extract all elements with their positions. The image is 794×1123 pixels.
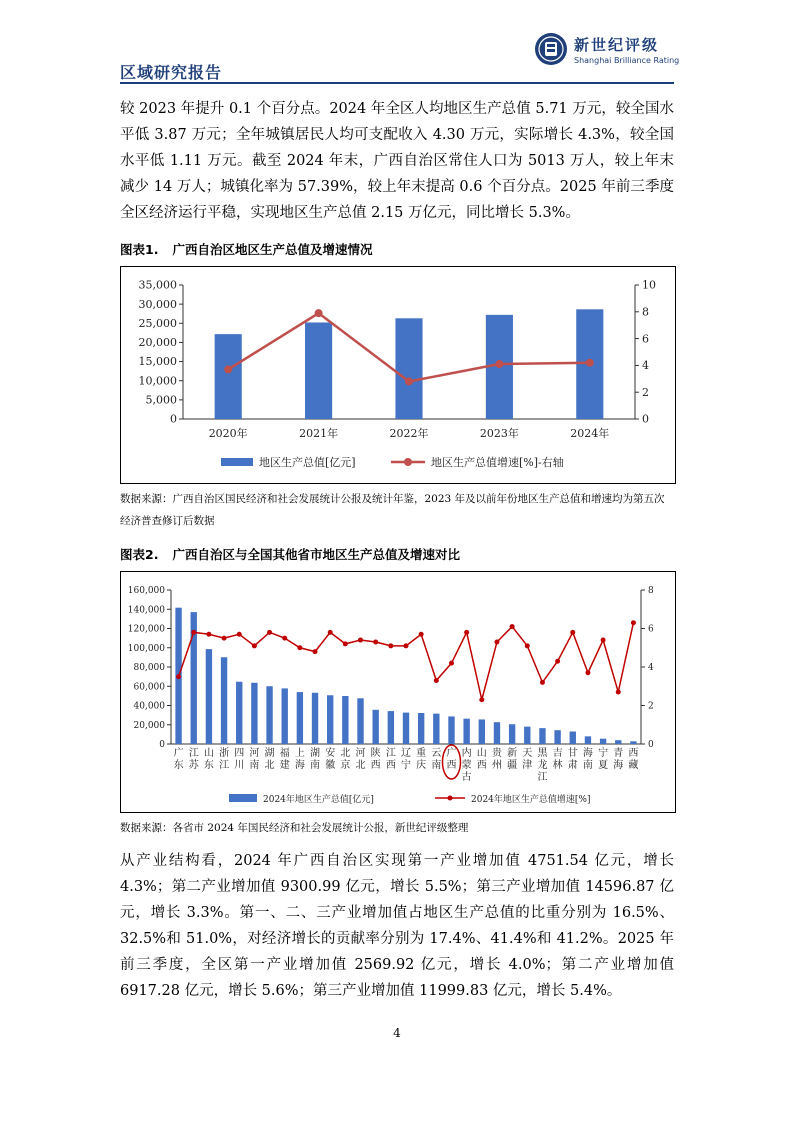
- x-tick-label-云南: [431, 747, 441, 771]
- x-tick-char: 天: [522, 748, 533, 759]
- x-tick-label-陕西: [371, 746, 381, 771]
- x-tick-label-重庆: [416, 746, 426, 771]
- bar-北京: [342, 696, 348, 744]
- growth-point-江西: [388, 643, 393, 648]
- growth-point-安徽: [328, 630, 333, 635]
- x-tick-char: 山: [476, 748, 487, 759]
- x-tick-label-四川: [234, 747, 244, 771]
- x-tick-char: 藏: [628, 760, 639, 771]
- growth-point-天津: [525, 643, 530, 648]
- x-tick-label-广东: [174, 746, 184, 771]
- x-tick-char: 江: [385, 748, 396, 759]
- x-tick-char: 河: [355, 748, 366, 759]
- x-tick-label-浙江: [219, 746, 229, 771]
- growth-line: [179, 623, 634, 700]
- figure2-chart-frame: [120, 571, 676, 813]
- growth-point-上海: [297, 645, 302, 650]
- left-axis-tick-label: 20,000: [138, 336, 177, 350]
- x-tick-char: 福: [279, 748, 290, 759]
- bar-内蒙古: [463, 719, 469, 744]
- x-tick-label-湖北: [265, 746, 275, 771]
- x-tick-char: 肃: [567, 760, 578, 771]
- growth-point-重庆: [419, 632, 424, 637]
- x-tick-char: 北: [264, 760, 275, 771]
- x-tick-char: 南: [431, 760, 442, 771]
- left-axis-tick-label: 60,000: [133, 682, 165, 693]
- x-tick-char: 吉: [552, 748, 563, 759]
- figure2-chart: [121, 572, 675, 812]
- growth-point-海南: [585, 670, 590, 675]
- x-tick-char: 州: [491, 760, 502, 771]
- x-tick-label-甘肃: [568, 746, 578, 771]
- right-axis-tick-label: 0: [642, 412, 649, 426]
- bar-山东: [206, 649, 212, 744]
- right-axis-tick-label: 2: [642, 385, 649, 399]
- x-tick-label-广西: [446, 746, 456, 771]
- x-tick-label-新疆: [507, 747, 517, 771]
- x-tick-char: 京: [340, 760, 351, 771]
- x-tick-label-山东: [204, 746, 214, 771]
- growth-point-山西: [479, 697, 484, 702]
- logo-name-cn: 新世纪评级: [574, 36, 660, 54]
- x-tick-label-北京: [340, 747, 350, 771]
- growth-point-2020年: [224, 365, 232, 373]
- left-axis-tick-label: 0: [170, 412, 177, 426]
- x-tick-char: 陕: [370, 748, 381, 759]
- growth-point-北京: [343, 641, 348, 646]
- growth-point-2021年: [315, 309, 323, 317]
- x-tick-char: 古: [461, 772, 472, 783]
- x-tick-char: 海: [613, 760, 624, 771]
- bar-西藏: [630, 741, 636, 744]
- x-tick-char: 东: [173, 760, 184, 771]
- right-axis-tick-label: 0: [648, 740, 654, 750]
- right-axis-tick-label: 6: [648, 624, 654, 635]
- x-tick-char: 湖: [264, 748, 275, 759]
- left-axis-tick-label: 160,000: [127, 586, 165, 596]
- growth-point-2023年: [495, 360, 503, 368]
- bar-江西: [388, 711, 394, 744]
- x-tick-label-山西: [477, 746, 487, 771]
- figure2-number: 图表2.: [120, 547, 159, 562]
- figure1-source: 数据来源：广西自治区国民经济和社会发展统计公报及统计年鉴，2023 年及以前年份地区生产总值和增速均为第五次经济普查修订后数据: [120, 493, 665, 527]
- bar-河北: [357, 698, 363, 744]
- x-tick-char: 海: [294, 760, 305, 771]
- x-tick-label-河北: [356, 747, 366, 771]
- x-tick-char: 建: [279, 760, 290, 771]
- legend-line-marker: [404, 458, 412, 466]
- x-tick-label: 2024年: [570, 427, 610, 440]
- figure1-title: 广西自治区地区生产总值及增速情况: [172, 242, 373, 257]
- growth-point-2024年: [586, 359, 594, 367]
- growth-point-黑龙江: [540, 680, 545, 685]
- growth-point-宁夏: [601, 638, 606, 643]
- legend-bar-label: 地区生产总值[亿元]: [259, 456, 356, 469]
- bar-贵州: [494, 722, 500, 744]
- x-tick-char: 内: [461, 748, 472, 759]
- figure2-title: 广西自治区与全国其他省市地区生产总值及增速对比: [172, 547, 460, 562]
- x-tick-char: 河: [249, 748, 260, 759]
- bar-天津: [524, 727, 530, 744]
- page-number: 4: [393, 1026, 401, 1040]
- bar-辽宁: [403, 713, 409, 744]
- header-divider: [120, 82, 674, 84]
- figure1-caption: [120, 240, 372, 258]
- x-tick-char: 疆: [507, 760, 518, 771]
- left-axis-tick-label: 0: [159, 740, 165, 750]
- x-tick-char: 上: [294, 748, 305, 759]
- bar-黑龙江: [539, 728, 545, 744]
- x-tick-char: 广: [446, 748, 457, 759]
- growth-point-河北: [358, 638, 363, 643]
- growth-point-河南: [252, 643, 257, 648]
- x-tick-char: 浙: [219, 748, 230, 759]
- x-tick-char: 甘: [567, 748, 578, 759]
- x-tick-label-辽宁: [401, 747, 411, 771]
- x-tick-char: 海: [582, 748, 593, 759]
- x-tick-char: 南: [310, 760, 321, 771]
- bar-2021年: [305, 322, 332, 419]
- x-tick-label-吉林: [553, 746, 563, 771]
- bar-上海: [297, 692, 303, 744]
- x-tick-label-河南: [249, 747, 259, 771]
- left-axis-tick-label: 120,000: [127, 624, 165, 635]
- legend-bar-swatch: [221, 458, 253, 466]
- growth-point-西藏: [631, 620, 636, 625]
- x-tick-char: 北: [340, 748, 351, 759]
- bar-2022年: [395, 318, 422, 419]
- x-tick-label-天津: [522, 747, 532, 771]
- bar-湖南: [312, 693, 318, 744]
- x-tick-label: 2023年: [479, 427, 519, 440]
- growth-point-青海: [616, 690, 621, 695]
- x-tick-char: 贵: [491, 748, 502, 759]
- left-axis-tick-label: 5,000: [145, 393, 177, 407]
- x-tick-char: 庆: [416, 760, 427, 771]
- x-tick-label-贵州: [492, 746, 503, 771]
- growth-point-山东: [206, 632, 211, 637]
- bar-山西: [479, 719, 485, 744]
- x-tick-char: 宁: [598, 748, 609, 759]
- x-tick-char: 南: [582, 760, 593, 771]
- legend-bar-label: 2024年地区生产总值[亿元]: [263, 795, 374, 805]
- right-axis-tick-label: 6: [642, 332, 649, 346]
- growth-point-浙江: [222, 636, 227, 641]
- x-tick-char: 青: [613, 748, 624, 759]
- x-tick-char: 新: [507, 748, 518, 759]
- page-header: [120, 30, 680, 82]
- x-tick-char: 苏: [188, 760, 199, 771]
- growth-point-湖北: [267, 630, 272, 635]
- right-axis-tick-label: 8: [648, 586, 654, 596]
- bar-四川: [236, 682, 242, 744]
- bar-云南: [433, 714, 439, 744]
- growth-point-内蒙古: [464, 630, 469, 635]
- growth-point-四川: [237, 632, 242, 637]
- left-axis-tick-label: 20,000: [133, 720, 165, 731]
- x-tick-char: 蒙: [461, 760, 472, 771]
- left-axis-tick-label: 10,000: [138, 374, 177, 388]
- x-tick-char: 江: [537, 772, 548, 783]
- growth-point-云南: [434, 678, 439, 683]
- x-tick-char: 宁: [401, 760, 411, 771]
- x-tick-char: 北: [355, 760, 366, 771]
- bar-青海: [615, 740, 621, 744]
- x-tick-label-宁夏: [598, 746, 608, 771]
- x-tick-char: 云: [431, 748, 442, 759]
- x-tick-char: 南: [249, 760, 260, 771]
- x-tick-label-内蒙古: [462, 746, 472, 783]
- x-tick-char: 东: [203, 760, 214, 771]
- legend-line-marker: [448, 796, 453, 801]
- growth-point-陕西: [373, 639, 378, 644]
- growth-point-福建: [282, 636, 287, 641]
- x-tick-label: 2022年: [389, 427, 429, 440]
- x-tick-char: 湖: [310, 748, 321, 759]
- x-tick-char: 川: [234, 760, 245, 771]
- right-axis-tick-label: 2: [648, 701, 654, 712]
- bar-2020年: [215, 334, 242, 419]
- right-axis-tick-label: 10: [642, 278, 656, 292]
- body-paragraph-1: 较 2023 年提升 0.1 个百分点。2024 年全区人均地区生产总值 5.71 万元，较全国水平低 3.87 万元；全年城镇居民人均可支配收入 4.30 万元，实际增长 4.3%，较全国水平低 1.11 万元。截至 2024 年末，广西自治区常住人口为 5013 万人，较上年末减少 14 万人；城镇化率为 57.39%，较上年末提高 0.6 个百分点。2025 年前三季度全区经济运行平稳，实现地区生产总值 2.15 万亿元，同比增长 5.3%。: [120, 101, 674, 221]
- right-axis-tick-label: 4: [642, 359, 649, 373]
- x-tick-char: 西: [446, 760, 457, 771]
- logo-name-en: Shanghai Brilliance Rating: [574, 56, 680, 65]
- x-tick-char: 林: [552, 760, 563, 771]
- left-axis-tick-label: 40,000: [133, 701, 165, 712]
- x-tick-label-西藏: [628, 747, 638, 771]
- body-paragraph-2: 从产业结构看，2024 年广西自治区实现第一产业增加值 4751.54 亿元，增长 4.3%；第二产业增加值 9300.99 亿元，增长 5.5%；第三产业增加值 14596.87 亿元，增长 3.3%。第一、二、三产业增加值占地区生产总值的比重分别为 16.5%、32.5%和 51.0%，对经济增长的贡献率分别为 17.4%、41.4%和 41.2%。2025 年前三季度，全区第一产业增加值 2569.92 亿元，增长 4.0%；第二产业增加值 6917.28 亿元，增长 5.6%；第三产业增加值 11999.83 亿元，增长 5.4%。: [120, 853, 674, 999]
- x-tick-char: 江: [219, 760, 230, 771]
- bar-吉林: [554, 730, 560, 744]
- growth-point-广东: [176, 674, 181, 679]
- x-tick-char: 西: [370, 760, 381, 771]
- x-tick-label-上海: [295, 746, 305, 771]
- section-title: 区域研究报告: [120, 63, 223, 82]
- logo-badge-icon: [534, 32, 568, 66]
- x-tick-char: 西: [628, 748, 639, 759]
- x-tick-char: 徽: [325, 760, 336, 771]
- x-tick-char: 津: [522, 760, 533, 771]
- x-tick-label-湖南: [310, 746, 320, 771]
- bar-甘肃: [570, 731, 576, 744]
- growth-point-辽宁: [404, 643, 409, 648]
- x-tick-char: 广: [173, 748, 184, 759]
- x-tick-char: 山: [203, 748, 214, 759]
- bar-海南: [585, 736, 591, 744]
- growth-point-贵州: [494, 639, 499, 644]
- legend-line-label: 地区生产总值增速[%]-右轴: [431, 456, 564, 469]
- bar-宁夏: [600, 739, 606, 744]
- x-tick-label: 2021年: [299, 427, 339, 440]
- x-tick-label-江苏: [189, 747, 200, 771]
- bar-陕西: [372, 710, 378, 744]
- bar-新疆: [509, 724, 515, 744]
- bar-浙江: [221, 657, 227, 744]
- x-tick-label-海南: [583, 746, 593, 771]
- left-axis-tick-label: 140,000: [127, 605, 165, 616]
- x-tick-label-江西: [386, 747, 396, 771]
- bar-重庆: [418, 713, 424, 744]
- bar-安徽: [327, 695, 333, 744]
- x-tick-char: 安: [325, 748, 336, 759]
- figure1-number: 图表1.: [120, 242, 159, 257]
- growth-point-湖南: [313, 649, 318, 654]
- left-axis-tick-label: 35,000: [138, 278, 177, 292]
- legend-line-label: 2024年地区生产总值增速[%]: [471, 795, 591, 805]
- x-tick-char: 辽: [401, 748, 411, 759]
- growth-point-广西: [449, 661, 454, 666]
- x-tick-char: 四: [234, 748, 245, 759]
- bar-广西: [448, 716, 454, 744]
- x-tick-label: 2020年: [208, 427, 248, 440]
- x-tick-label-安徽: [325, 746, 335, 771]
- bar-湖北: [266, 686, 272, 744]
- x-tick-char: 重: [416, 748, 427, 759]
- left-axis-tick-label: 100,000: [127, 643, 165, 654]
- x-tick-label-福建: [280, 746, 290, 771]
- figure1-chart: [121, 267, 675, 483]
- growth-point-2022年: [405, 377, 413, 385]
- x-tick-label-青海: [613, 746, 623, 771]
- growth-point-甘肃: [570, 630, 575, 635]
- x-tick-char: 西: [385, 760, 396, 771]
- right-axis-tick-label: 8: [642, 305, 649, 319]
- figure2-source: 数据来源：各省市 2024 年国民经济和社会发展统计公报，新世纪评级整理: [120, 822, 469, 834]
- x-tick-label-黑龙江: [537, 747, 548, 783]
- growth-point-江苏: [191, 630, 196, 635]
- figure2-caption: [120, 545, 460, 563]
- bar-河南: [251, 683, 257, 744]
- growth-point-新疆: [510, 624, 515, 629]
- left-axis-tick-label: 25,000: [138, 316, 177, 330]
- x-tick-char: 江: [188, 748, 199, 759]
- legend-bar-swatch: [229, 794, 257, 802]
- growth-point-吉林: [555, 659, 560, 664]
- x-tick-char: 夏: [598, 760, 609, 771]
- left-axis-tick-label: 15,000: [138, 355, 177, 369]
- x-tick-char: 龙: [537, 760, 548, 771]
- bar-福建: [282, 688, 288, 744]
- right-axis-tick-label: 4: [648, 663, 654, 673]
- x-tick-char: 黑: [537, 748, 548, 759]
- x-tick-char: 西: [476, 760, 487, 771]
- left-axis-tick-label: 80,000: [133, 663, 165, 673]
- figure1-chart-frame: [120, 266, 676, 484]
- company-logo: [534, 32, 680, 76]
- left-axis-tick-label: 30,000: [138, 297, 177, 311]
